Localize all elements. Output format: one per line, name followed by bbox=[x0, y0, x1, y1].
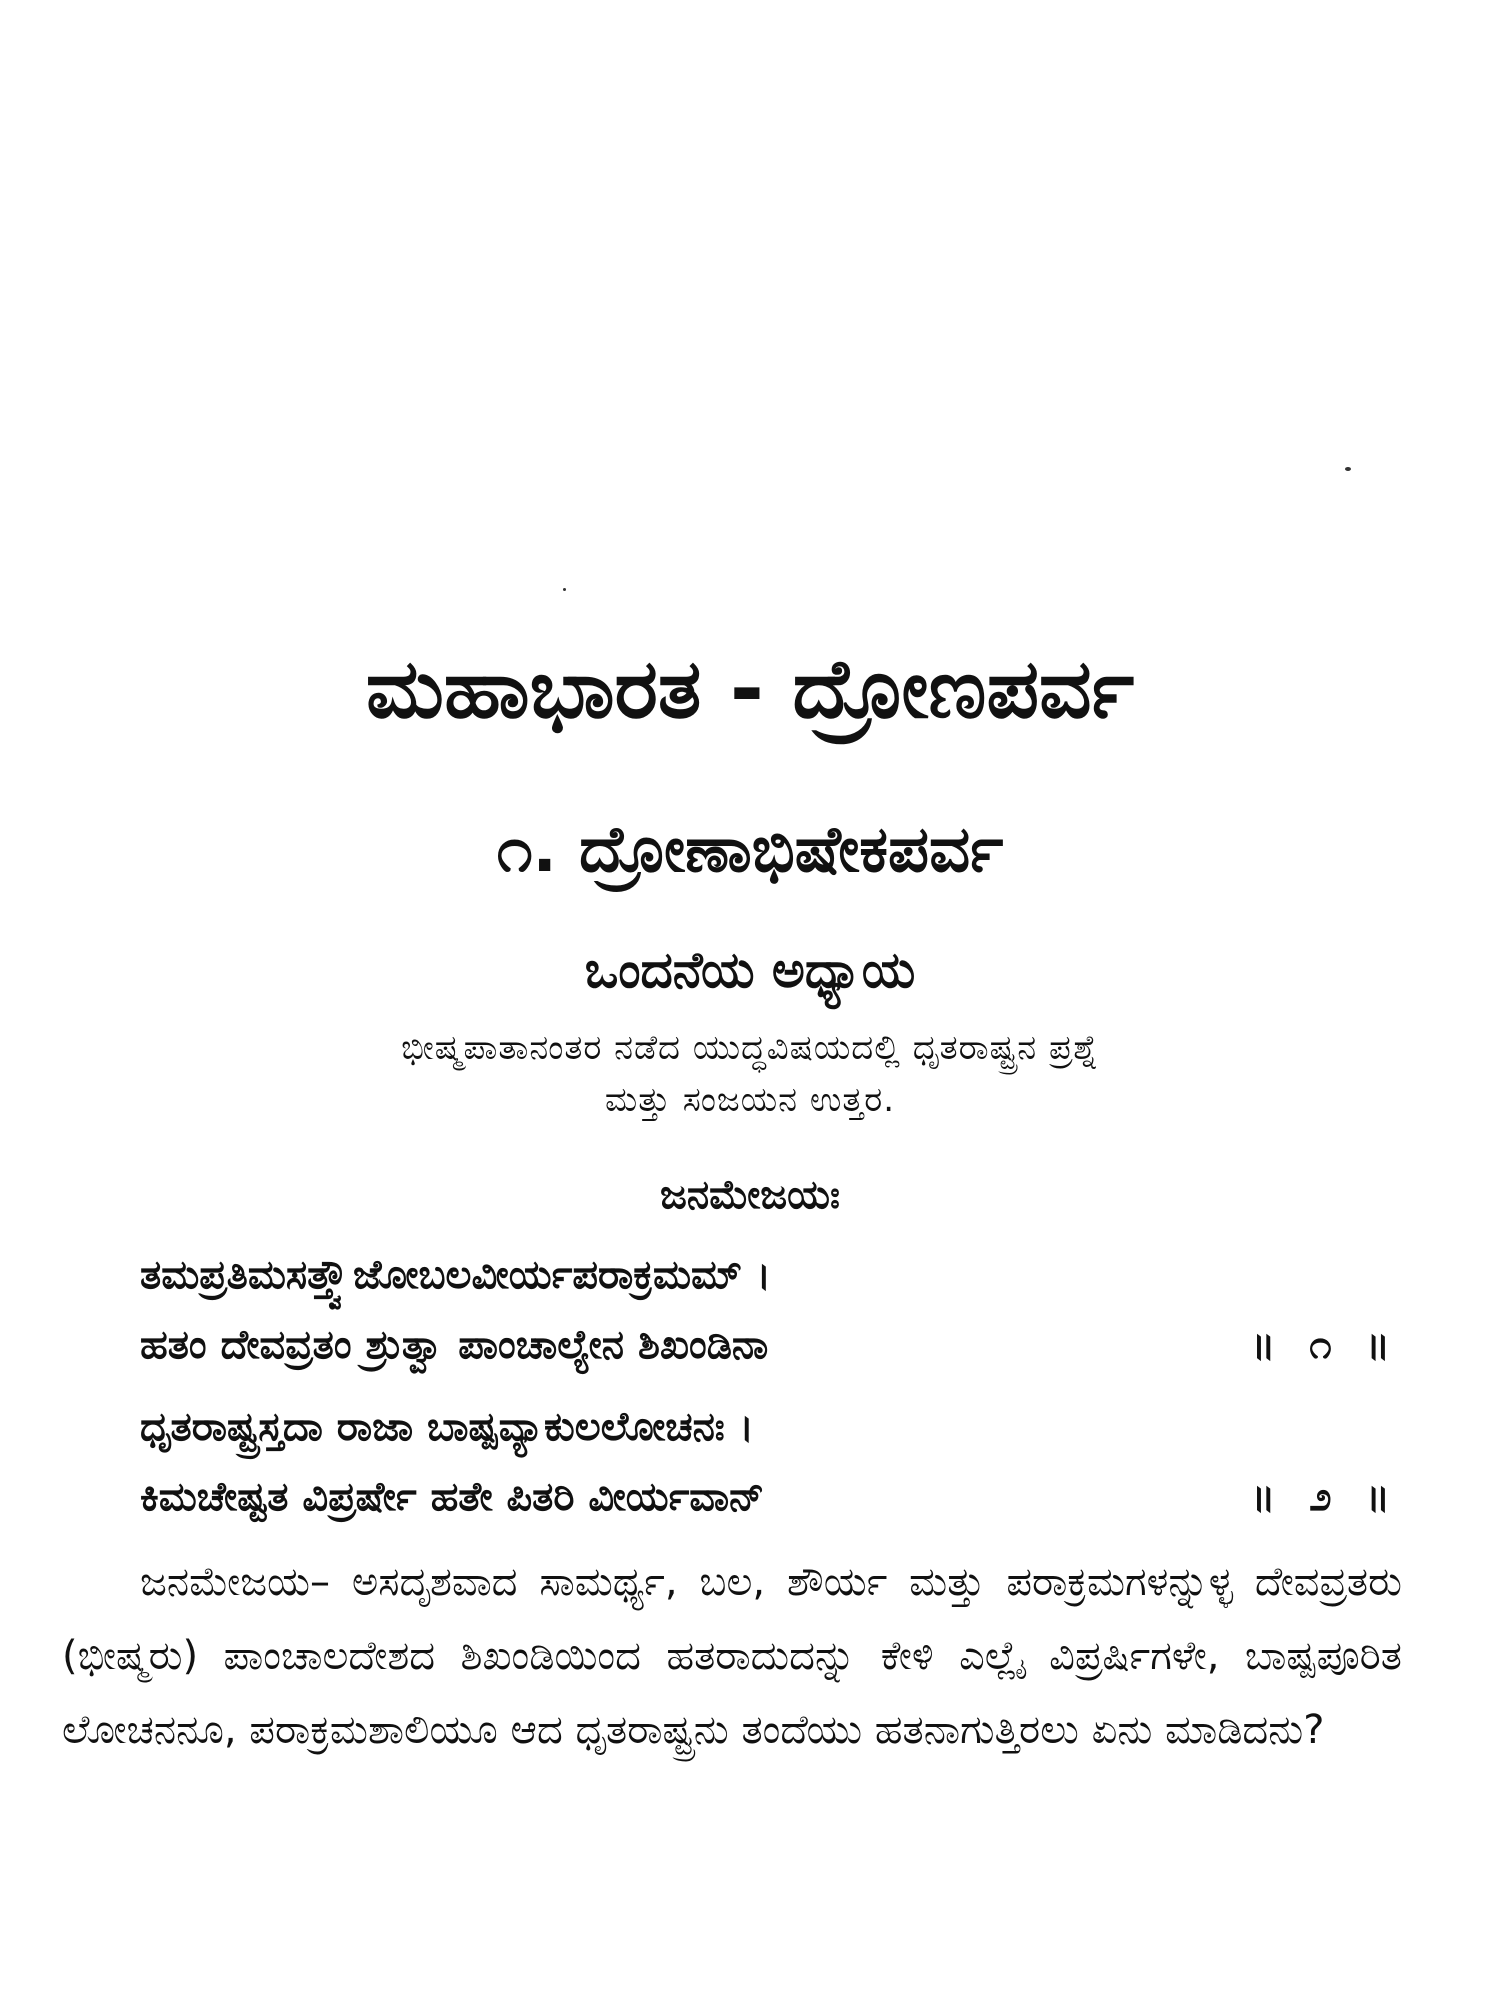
verse-line bbox=[140, 1392, 1400, 1462]
verse-text: ಕಿಮಚೇಷ್ಟತ ವಿಪ್ರರ್ಷೇ ಹತೇ ಪಿತರಿ ವೀರ್ಯವಾನ್ bbox=[140, 1474, 765, 1520]
speaker-label: ಜನಮೇಜಯಃ bbox=[660, 1172, 840, 1218]
summary-line: ಮತ್ತು ಸಂಜಯನ ಉತ್ತರ. bbox=[604, 1080, 896, 1120]
verse-text: ಹತಂ ದೇವವ್ರತಂ ಶ್ರುತ್ವಾ ಪಾಂಚಾಲ್ಯೇನ ಶಿಖಂಡಿನಾ bbox=[140, 1322, 769, 1368]
summary-line: ಭೀಷ್ಮಪಾತಾನಂತರ ನಡೆದ ಯುದ್ಧವಿಷಯದಲ್ಲಿ ಧೃತರಾಷ್ಟ್ರನ ಪ್ರಶ್ನೆ bbox=[401, 1028, 1099, 1068]
verse-number: ॥ ೧ ॥ bbox=[1250, 1322, 1400, 1368]
chapter-summary bbox=[0, 1022, 1500, 1126]
verse-line bbox=[140, 1310, 1400, 1380]
verse-text: ಧೃತರಾಷ್ಟ್ರಸ್ತದಾ ರಾಜಾ ಬಾಷ್ಪವ್ಯಾಕುಲಲೋಚನಃ । bbox=[140, 1404, 754, 1450]
verse-line bbox=[140, 1462, 1400, 1532]
chapter-title: ಒಂದನೆಯ ಅಧ್ಯಾಯ bbox=[584, 941, 916, 999]
print-speck bbox=[1345, 467, 1351, 471]
print-speck bbox=[563, 588, 566, 591]
prose-translation: ಜನಮೇಜಯ– ಅಸದೃಶವಾದ ಸಾಮರ್ಥ್ಯ, ಬಲ, ಶೌರ್ಯ ಮತ್ತು ಪರಾಕ್ರಮಗಳನ್ನುಳ್ಳ ದೇವವ್ರತರು (ಭೀಷ್ಮರು) ಪಾಂಚಾಲದೇಶದ ಶಿಖಂಡಿಯಿಂದ ಹತರಾದುದನ್ನು ಕೇಳಿ ಎಲ್ಲೈ ವಿಪ್ರರ್ಷಿಗಳೇ, ಬಾಷ್ಪಪೂರಿತ ಲೋಚನನೂ, ಪರಾಕ್ರಮಶಾಲಿಯೂ ಆದ ಧೃತರಾಷ್ಟ್ರನು ತಂದೆಯು ಹತನಾಗುತ್ತಿರಲು ಏನು ಮಾಡಿದನು? bbox=[62, 1559, 1402, 1753]
verse-text: ತಮಪ್ರತಿಮಸತ್ತ್ವೌಜೋಬಲವೀರ್ಯಪರಾಕ್ರಮಮ್ । bbox=[140, 1252, 772, 1298]
verse-line bbox=[140, 1240, 1400, 1310]
parva-title: ೧. ದ್ರೋಣಾಭಿಷೇಕಪರ್ವ bbox=[496, 813, 1004, 887]
verse-number: ॥ ೨ ॥ bbox=[1250, 1474, 1400, 1520]
book-title: ಮಹಾಭಾರತ - ದ್ರೋಣಪರ್ವ bbox=[365, 642, 1135, 737]
